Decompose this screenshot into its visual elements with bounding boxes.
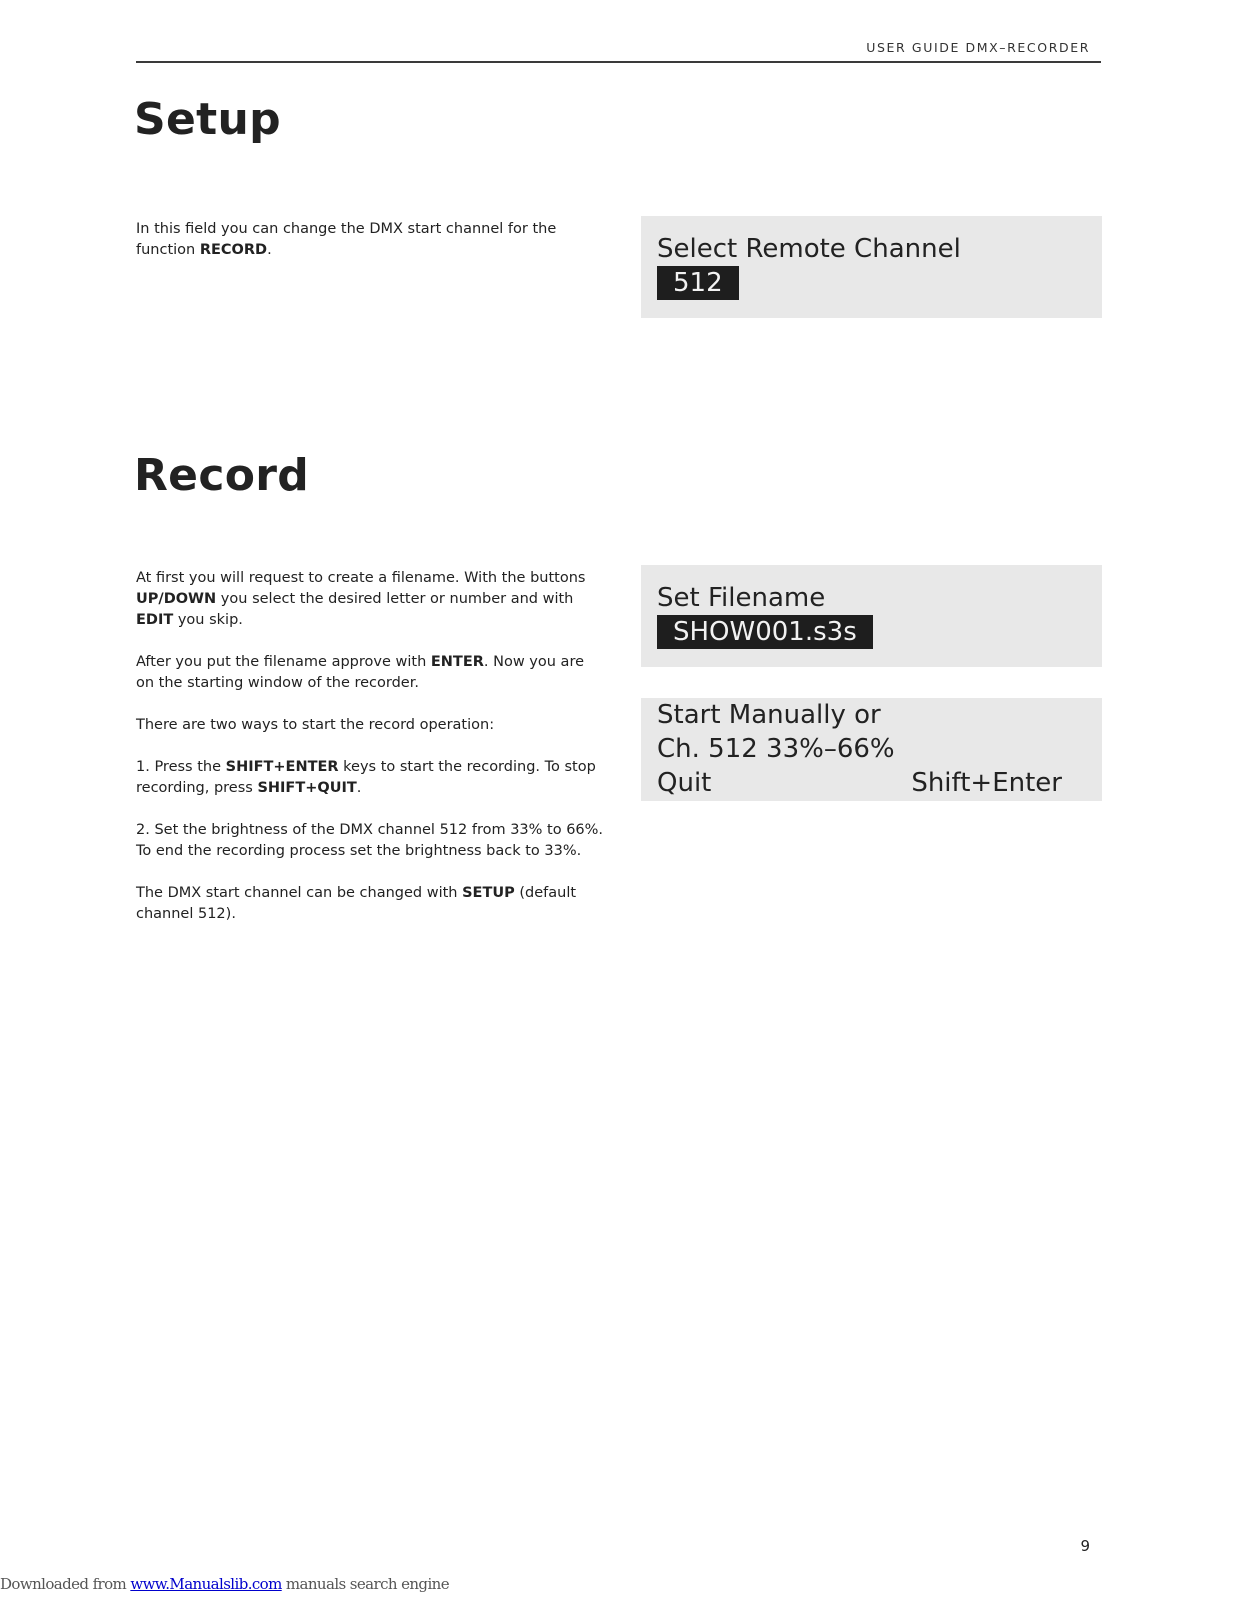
lcd-set-filename [641,565,1102,667]
setup-description [136,219,606,282]
header-title: USER GUIDE DMX–RECORDER [866,40,1090,55]
footer-prefix: Downloaded from [0,1575,131,1593]
setup-desc-bold: RECORD [199,242,268,258]
setup-heading: Setup [134,94,281,145]
record-paragraph: 2. Set the brightness of the DMX channel 512 from 33% to 66%. To end the recording process set the brightness back to 33%. [136,822,604,859]
header-divider [136,61,1101,63]
lcd-selected-value: 512 [657,266,739,300]
footer-suffix: manuals search engine [281,1575,449,1593]
lcd-select-remote-channel [641,216,1102,318]
record-description [136,568,606,946]
lcd-shift-enter-label: Shift+Enter [911,768,1062,798]
setup-desc-end: . [267,242,272,258]
setup-desc-text: In this field you can change the DMX start channel for the function [136,221,557,258]
lcd-quit-label: Quit [657,768,712,798]
lcd-line: Start Manually or [657,700,881,730]
download-footer [0,1575,449,1593]
lcd-start-recording [641,698,1102,801]
record-paragraph: After you put the filename approve with ENTER. Now you are on the starting window of the recorder. [136,654,585,691]
page-number: 9 [1080,1537,1090,1555]
record-heading: Record [134,450,310,501]
record-paragraph: The DMX start channel can be changed with SETUP (default channel 512). [136,885,577,922]
lcd-filename-value: SHOW001.s3s [657,615,873,649]
lcd-line: Select Remote Channel [657,234,961,264]
record-paragraph: There are two ways to start the record operation: [136,717,495,733]
lcd-line: Ch. 512 33%–66% [657,734,895,764]
record-paragraph: At first you will request to create a filename. With the buttons UP/DOWN you select the desired letter or number and with EDIT you skip. [136,570,586,628]
lcd-line: Set Filename [657,583,826,613]
manualslib-link[interactable]: www.Manualslib.com [130,1575,282,1593]
record-paragraph: 1. Press the SHIFT+ENTER keys to start the recording. To stop recording, press SHIFT+QUIT. [136,759,596,796]
